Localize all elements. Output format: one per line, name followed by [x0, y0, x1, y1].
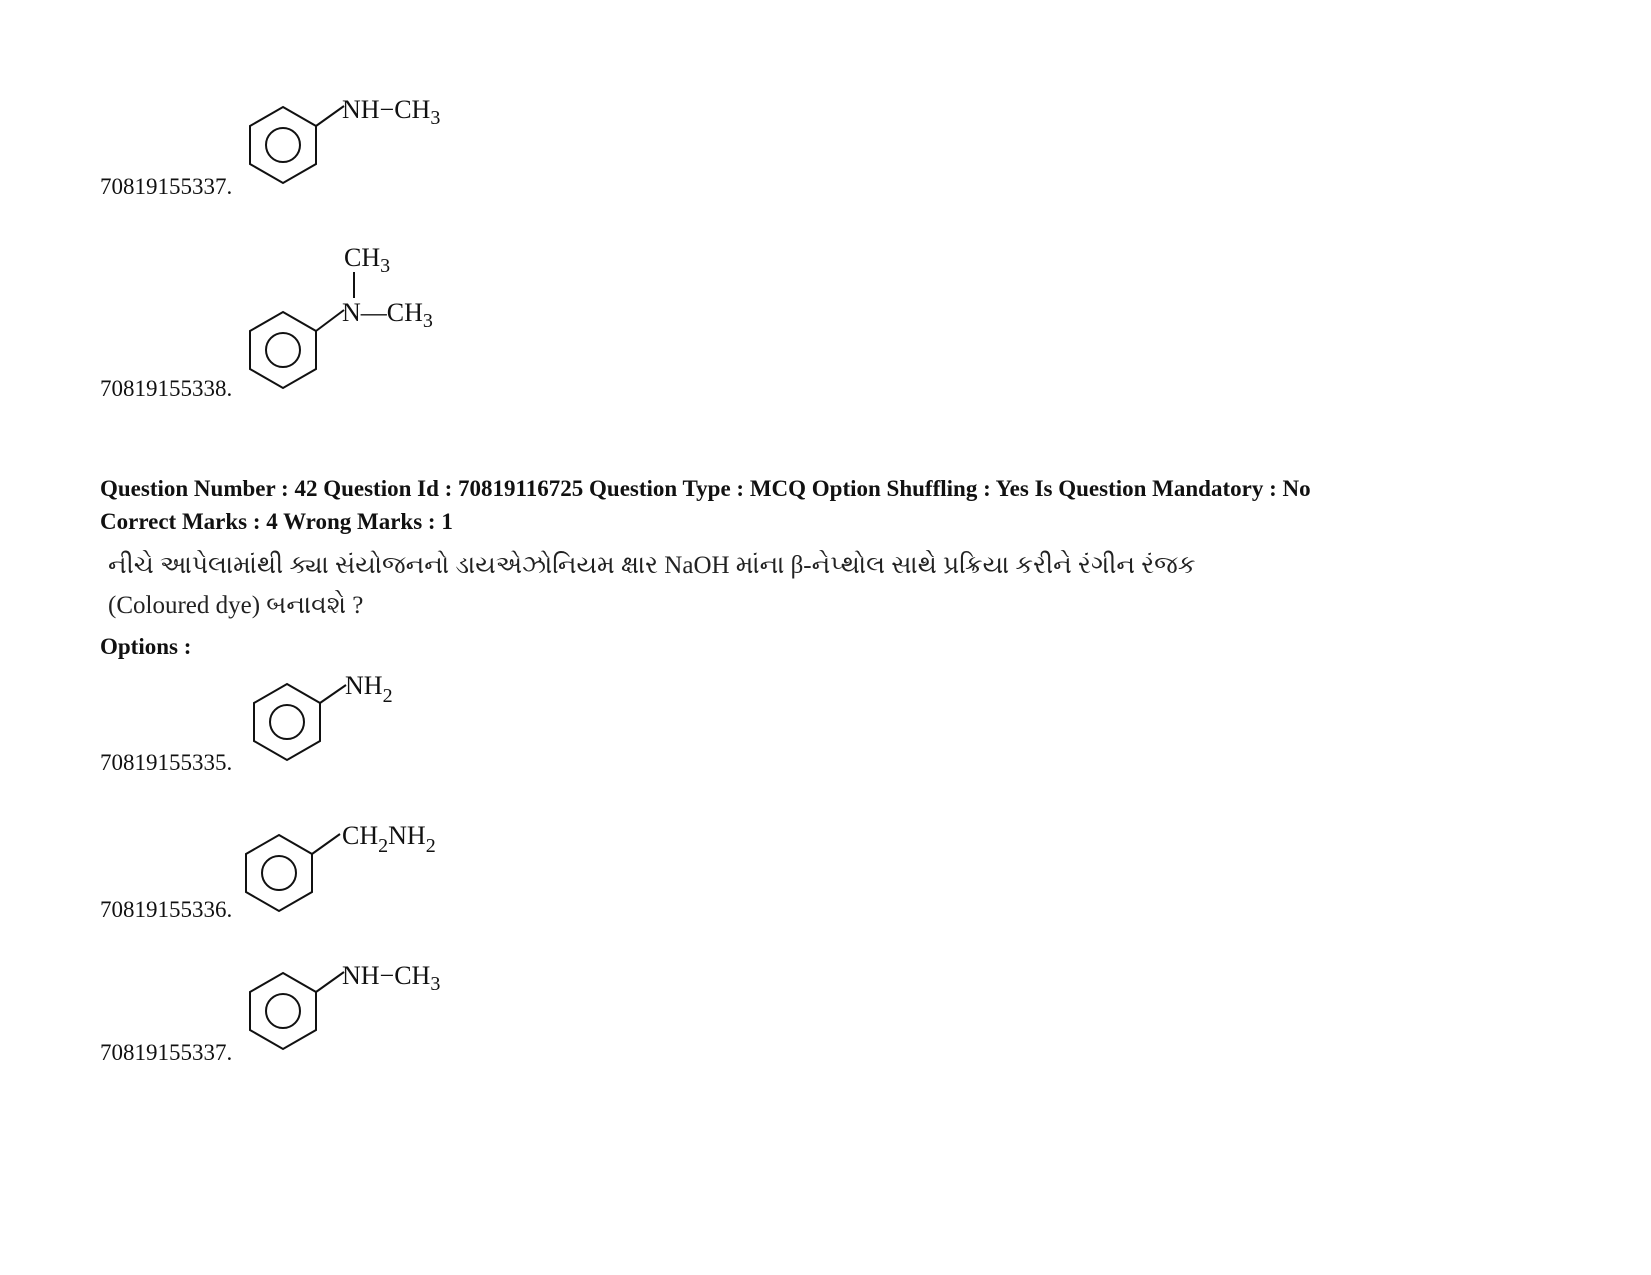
svg-text:NH2: $NH_2$ — [345, 671, 393, 707]
option-number: 70819155335. — [100, 750, 233, 775]
svg-text:CH3: $CH_3$ — [344, 243, 391, 277]
question-text-line: નીચે આપેલામાંથી ક્યા સંયોજનનો ડાયએઝોનિયમ ક્ષાર NaOH માંના β-નેપ્થોલ સાથે પ્રક્રિયા કરીને રંગીન રંજક — [108, 552, 1196, 579]
option-number: 70819155338. — [100, 376, 233, 401]
options-label: Options : — [100, 634, 192, 659]
svg-text:NH−CH3: $NH-CH_3$ — [342, 961, 441, 995]
svg-text:N—CH3: $N—CH_3$ — [342, 298, 433, 332]
svg-text:CH2NH2: $CH_2NH_2$ — [342, 821, 436, 857]
aniline-structure — [244, 670, 444, 770]
svg-text:NH−CH3: $NH-CH_3$ — [342, 95, 441, 129]
option-number: 70819155337. — [100, 1040, 233, 1065]
benzylamine-structure — [236, 818, 476, 918]
question-marks-line: Correct Marks : 4 Wrong Marks : 1 — [100, 509, 453, 534]
n-methylaniline-structure — [240, 88, 480, 188]
option-number: 70819155337. — [100, 174, 233, 199]
n-n-dimethylaniline-structure — [240, 240, 480, 390]
question-meta-line: Question Number : 42 Question Id : 70819116725 Question Type : MCQ Option Shuffling : Yes Is Question Mandatory : No — [100, 476, 1311, 501]
question-text-line: (Coloured dye) બનાવશે ? — [108, 592, 364, 619]
n-methylaniline-structure — [240, 954, 480, 1054]
option-number: 70819155336. — [100, 897, 233, 922]
